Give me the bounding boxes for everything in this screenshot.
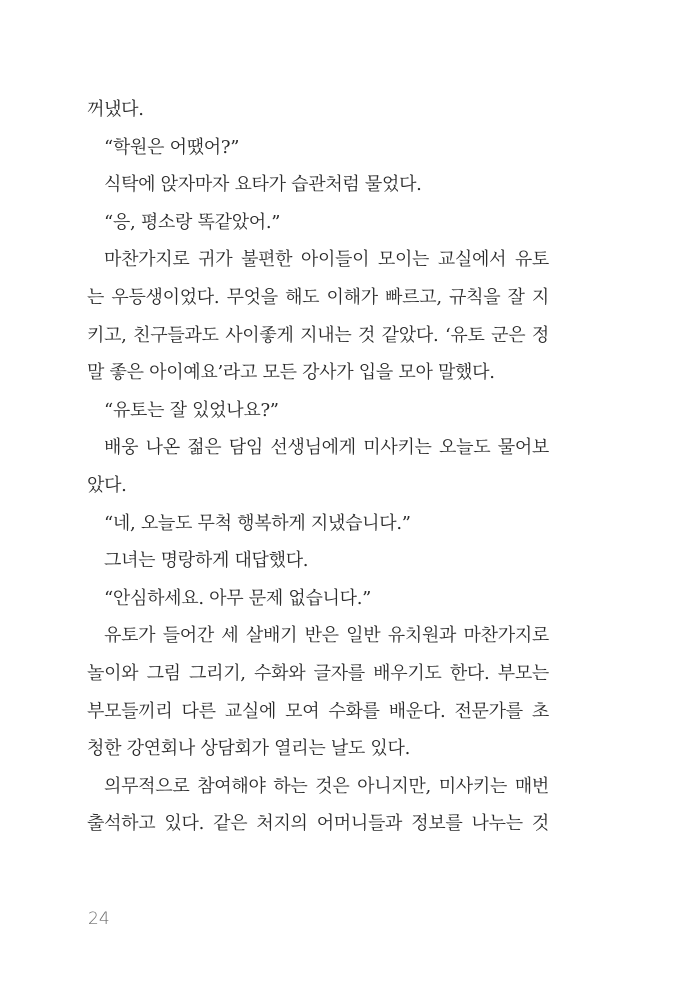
page-number: 24 xyxy=(88,909,110,929)
text-line: 는 우등생이었다. 무엇을 해도 이해가 빠르고, 규칙을 잘 지 xyxy=(87,286,549,308)
text-line: 말 좋은 아이예요’라고 모든 강사가 입을 모아 말했다. xyxy=(87,362,495,384)
text-line: 출석하고 있다. 같은 처지의 어머니들과 정보를 나누는 것 xyxy=(87,813,549,835)
text-line: 키고, 친구들과도 사이좋게 지내는 것 같았다. ‘유토 군은 정 xyxy=(87,324,549,346)
text-line: 유토가 들어간 세 살배기 반은 일반 유치원과 마찬가지로 xyxy=(104,625,549,647)
text-line: 았다. xyxy=(87,474,127,496)
text-line: “유토는 잘 있었나요?” xyxy=(104,399,279,421)
text-line: “안심하세요. 아무 문제 없습니다.” xyxy=(104,587,372,609)
body-text xyxy=(87,91,549,843)
text-line: 마찬가지로 귀가 불편한 아이들이 모이는 교실에서 유토 xyxy=(104,249,549,271)
text-line: 놀이와 그림 그리기, 수화와 글자를 배우기도 한다. 부모는 xyxy=(87,662,549,684)
text-line: 의무적으로 참여해야 하는 것은 아니지만, 미사키는 매번 xyxy=(104,775,549,797)
text-line: “학원은 어땠어?” xyxy=(104,136,240,158)
text-line: 배웅 나온 젊은 담임 선생님에게 미사키는 오늘도 물어보 xyxy=(104,437,549,459)
text-line: 꺼냈다. xyxy=(87,99,144,120)
text-line: 그녀는 명랑하게 대답했다. xyxy=(104,550,309,572)
text-line: 청한 강연회나 상담회가 열리는 날도 있다. xyxy=(87,738,411,760)
text-line: 부모들끼리 다른 교실에 모여 수화를 배운다. 전문가를 초 xyxy=(87,700,549,722)
text-line: “응, 평소랑 똑같았어.” xyxy=(104,211,281,233)
text-line: 식탁에 앉자마자 요타가 습관처럼 물었다. xyxy=(104,174,422,196)
text-line: “네, 오늘도 무척 행복하게 지냈습니다.” xyxy=(104,512,411,534)
